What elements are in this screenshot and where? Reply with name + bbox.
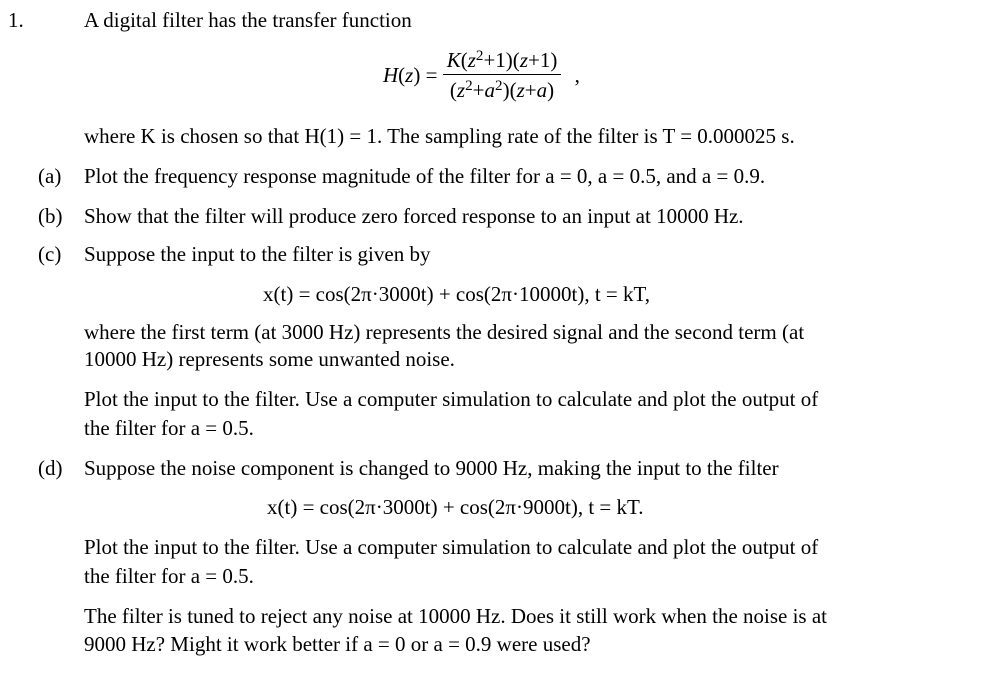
- where-line: where K is chosen so that H(1) = 1. The sampling rate of the filter is T = 0.000025 s.: [84, 124, 795, 148]
- part-a-text: Plot the frequency response magnitude of the filter for a = 0, a = 0.5, and a = 0.9.: [84, 164, 766, 188]
- part-c-para1-line1: where the first term (at 3000 Hz) represents the desired signal and the second term (at: [84, 320, 805, 344]
- part-b-text: Show that the filter will produce zero forced response to an input at 10000 Hz.: [84, 204, 744, 228]
- part-d-text: Suppose the noise component is changed to 9000 Hz, making the input to the filter: [84, 456, 779, 480]
- part-b-label: (b): [38, 204, 63, 228]
- part-d-para2-line2: 9000 Hz? Might it work better if a = 0 or a = 0.9 were used?: [84, 632, 591, 656]
- tf-fraction: [443, 48, 562, 103]
- tf-lhs: H(z) =: [383, 63, 438, 88]
- part-d-para1-line2: the filter for a = 0.5.: [84, 564, 254, 588]
- part-c-label: (c): [38, 242, 62, 266]
- tf-lhs-text: [0, 0, 1, 1]
- part-d-para2-line1: The filter is tuned to reject any noise at 10000 Hz. Does it still work when the noise is at: [84, 604, 827, 628]
- part-c-para2-line2: the filter for a = 0.5.: [84, 416, 254, 440]
- part-c-para1-line2: 10000 Hz) represents some unwanted noise.: [84, 347, 455, 371]
- tf-comma: ,: [574, 63, 580, 88]
- part-c-equation: x(t) = cos(2π·3000t) + cos(2π·10000t), t = kT,: [263, 282, 651, 306]
- part-c-text: Suppose the input to the filter is given by: [84, 242, 431, 266]
- problem-number: 1.: [8, 8, 24, 32]
- part-c-para2-line1: Plot the input to the filter. Use a computer simulation to calculate and plot the output of: [84, 387, 819, 411]
- transfer-function: [383, 48, 580, 103]
- tf-numerator: $K(z^2+1)(z+1)$: [443, 48, 562, 75]
- part-d-para1-line1: Plot the input to the filter. Use a computer simulation to calculate and plot the output of: [84, 535, 819, 559]
- tf-denominator: $(z^2+a^2)(z+a)$: [449, 78, 555, 103]
- problem-intro: A digital filter has the transfer function: [84, 8, 412, 32]
- part-a-label: (a): [38, 164, 62, 188]
- part-d-label: (d): [38, 456, 63, 480]
- part-d-equation: x(t) = cos(2π·3000t) + cos(2π·9000t), t = kT.: [267, 495, 644, 519]
